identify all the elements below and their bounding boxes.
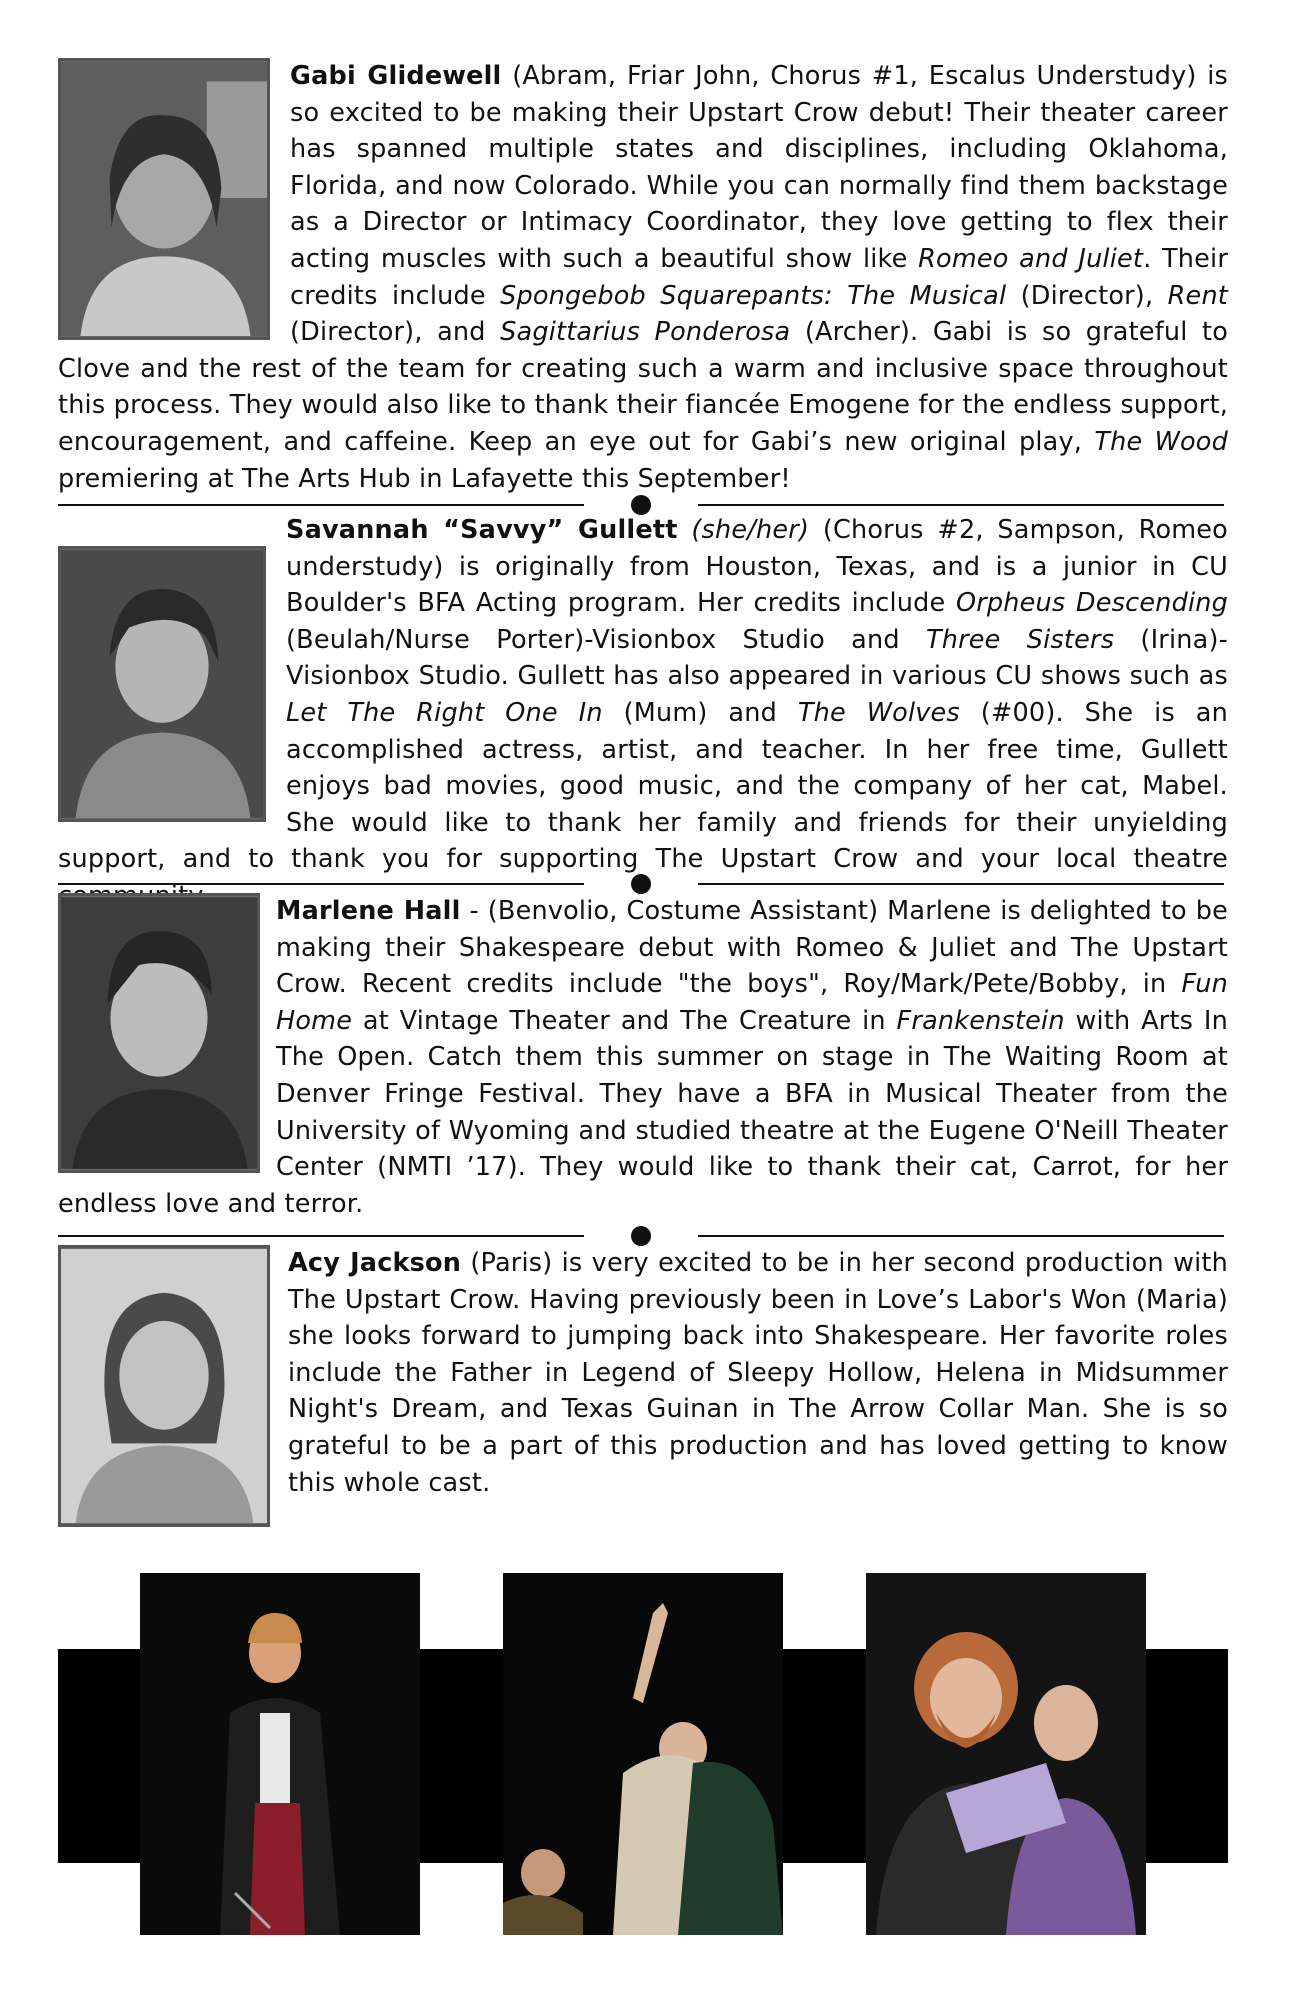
credit-title: The Wolves	[797, 697, 960, 728]
bio-body: (Archer). Gabi is so grateful to Clove and the rest of the team for creating such a warm and inclusive space throughout this process. They would also like to thank their fiancée Emogene for the endless support, encouragement, and caffeine. Keep an eye out for Gabi’s new original play,	[58, 317, 1228, 457]
bio-name: Marlene Hall	[276, 896, 461, 926]
bio-body: (Director), and	[290, 317, 501, 348]
credit-title: Spongebob Squarepants: The Musical	[500, 280, 1007, 311]
headshot-portrait-icon	[61, 896, 257, 1170]
production-photo-gallery	[58, 1573, 1228, 1935]
section-divider	[58, 874, 1224, 894]
bio-marlene-hall	[58, 893, 1228, 1222]
section-divider	[58, 1226, 1224, 1246]
bio-body: (Director),	[1006, 280, 1168, 311]
bio-body: (Paris) is very excited to be in her second production with The Upstart Crow. Having previously been in Love’s Labor's Won (Maria) she looks forward to jumping back into Shakespeare. Her favorite roles include the Father in Legend of Sleepy Hollow, Helena in Midsummer Night's Dream, and Texas Guinan in The Arrow Collar Man. She is so grateful to be a part of this production and has loved getting to know this whole cast.	[288, 1248, 1228, 1498]
headshot-gabi	[58, 58, 270, 340]
credit-title: Frankenstein	[896, 1005, 1065, 1036]
bio-body: . Their credits include	[290, 243, 1229, 311]
pronouns: (she/her)	[677, 515, 810, 545]
credit-title: Let The Right One In	[286, 697, 603, 728]
production-photo-1	[140, 1573, 420, 1935]
headshot-marlene	[58, 893, 260, 1173]
bio-body: (Beulah/Nurse Porter)-Visionbox Studio and	[286, 624, 926, 655]
credit-title: Fun Home	[276, 969, 1228, 1036]
bio-body: premiering at The Arts Hub in Lafayette this September!	[58, 463, 791, 494]
credit-title: Sagittarius Ponderosa	[500, 317, 791, 348]
credit-title: Rent	[1167, 280, 1229, 311]
bio-body: (Mum) and	[602, 697, 798, 728]
bio-body: (Chorus #2, Sampson, Romeo understudy) is originally from Houston, Texas, and is a junior in CU Boulder's BFA Acting program. Her credits include	[286, 515, 1228, 619]
bio-body: with Arts In The Open. Catch them this summer on stage in The Waiting Room at Denver Fringe Festival. They have a BFA in Musical Theater from the University of Wyoming and studied theatre at the Eugene O'Neill Theater Center (NMTI ’17). They would like to thank their cat, Carrot, for her endless love and terror.	[58, 1005, 1228, 1219]
actor-photo-icon	[140, 1573, 420, 1935]
bio-name: Acy Jackson	[288, 1248, 462, 1278]
credit-title: Three Sisters	[925, 624, 1115, 655]
bio-body: (#00). She is an accomplished actress, artist, and teacher. In her free time, Gullett enjoys bad movies, good music, and the company of her cat, Mabel. She would like to thank her family and friends for their unyielding support, and to thank you for supporting The Upstart Crow and your local theatre	[58, 697, 1228, 875]
bio-savannah-gullett	[58, 512, 1228, 915]
actors-photo-icon	[866, 1573, 1146, 1935]
bio-body: at Vintage Theater and The Creature in	[352, 1005, 897, 1036]
bio-acy-jackson	[58, 1245, 1228, 1533]
credit-title: Romeo and Juliet	[918, 243, 1144, 274]
credit-title: The Wood	[1094, 426, 1228, 457]
bio-gabi-glidewell	[58, 58, 1228, 497]
headshot-acy	[58, 1245, 270, 1527]
headshot-savannah	[58, 546, 266, 822]
headshot-portrait-icon	[61, 1248, 267, 1524]
production-photo-3	[866, 1573, 1146, 1935]
credit-title: Orpheus Descending	[955, 588, 1229, 619]
headshot-portrait-icon	[61, 61, 267, 337]
actors-photo-icon	[503, 1573, 783, 1935]
bio-body: - (Benvolio, Costume Assistant) Marlene is delighted to be making their Shakespeare debut with Romeo & Juliet and The Upstart Crow. Recent credits include "the boys", Roy/Mark/Pete/Bobby, in	[276, 896, 1228, 1000]
headshot-portrait-icon	[61, 549, 263, 819]
bio-name: Gabi Glidewell	[290, 61, 502, 91]
bio-body: (Irina)-Visionbox Studio. Gullett has also appeared in various CU shows such as	[286, 624, 1228, 692]
bio-name: Savannah “Savvy” Gullett	[286, 515, 678, 545]
bio-body: (Abram, Friar John, Chorus #1, Escalus Understudy) is so excited to be making their Upstart Crow debut! Their theater career has spanned multiple states and disciplines, including Oklahoma, Florida, and now Colorado. While you can normally find them backstage as a Director or Intimacy Coordinator, they love getting to flex their acting muscles with such a beautiful show like	[290, 61, 1228, 274]
production-photo-2	[503, 1573, 783, 1935]
